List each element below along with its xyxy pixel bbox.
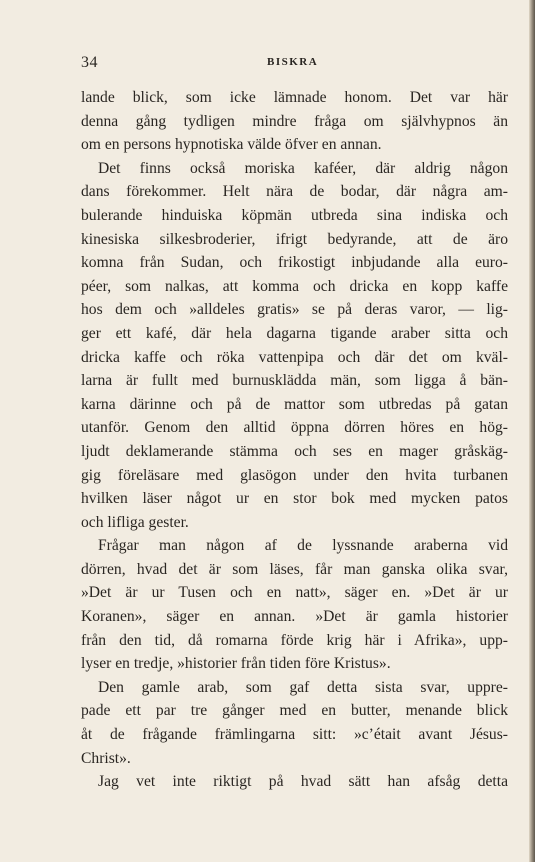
text-line: Christ». bbox=[81, 749, 131, 767]
paragraph-start-line: Den gamle arab, som gaf detta sista svar, uppre- bbox=[98, 678, 508, 696]
text-line: dans förekommer. Helt nära de bodar, där några am- bbox=[81, 183, 508, 201]
paragraph-start-line: Frågar man någon af de lyssnande araberna vid bbox=[98, 537, 508, 555]
text-line: hos dem och »alldeles gratis» se på deras varor, — lig- bbox=[81, 301, 508, 319]
page-number: 34 bbox=[81, 54, 98, 71]
text-line: åt de frågande främlingarna sitt: »c’était avant Jésus- bbox=[81, 726, 508, 744]
text-line: hvilken läser något ur en stor bok med mycken patos bbox=[81, 490, 508, 508]
text-line: kinesiska silkesbroderier, ifrigt bedyrande, att de äro bbox=[81, 230, 508, 248]
text-line: denna gång tydligen mindre fråga om självhypnos än bbox=[81, 112, 508, 130]
text-line: pade ett par tre gånger med en butter, menande blick bbox=[81, 702, 508, 720]
text-line: om en persons hypnotiska välde öfver en annan. bbox=[81, 136, 382, 154]
text-line: dörren, hvad det är som läses, får man ganska olika svar, bbox=[81, 560, 508, 578]
text-line: Koranen», säger en annan. »Det är gamla historier bbox=[81, 608, 508, 626]
text-line: komna från Sudan, och frikostigt inbjudande alla euro- bbox=[81, 254, 508, 272]
text-line: bulerande hinduiska köpmän utbreda sina indiska och bbox=[81, 206, 508, 224]
text-line: ljudt deklamerande stämma och ses en mager gråskäg- bbox=[81, 442, 508, 460]
text-line: ger ett kafé, där hela dagarna tigande araber sitta och bbox=[81, 324, 508, 342]
page-edge bbox=[529, 0, 535, 862]
text-line: péer, som nalkas, att komma och dricka en kopp kaffe bbox=[81, 277, 508, 295]
running-title: BISKRA bbox=[267, 56, 319, 68]
text-line: lyser en tredje, »historier från tiden före Kristus». bbox=[81, 655, 391, 673]
text-line: karna därinne och på de mattor som utbredas på gatan bbox=[81, 395, 508, 413]
text-line: utanför. Genom den alltid öppna dörren höres en hög- bbox=[81, 419, 508, 437]
paragraph-start-line: Jag vet inte riktigt på hvad sätt han afsåg detta bbox=[98, 773, 508, 791]
text-line: larna är fullt med burnusklädda män, som ligga å bän- bbox=[81, 372, 508, 390]
body-text bbox=[81, 86, 508, 794]
text-line: »Det är ur Tusen och en natt», säger en. »Det är ur bbox=[81, 584, 508, 602]
text-line: dricka kaffe och röka vattenpipa och där det om kväl- bbox=[81, 348, 508, 366]
paragraph-start-line: Det finns också moriska kaféer, där aldrig någon bbox=[98, 159, 508, 177]
page-header bbox=[81, 54, 508, 74]
text-line: lande blick, som icke lämnade honom. Det var här bbox=[81, 89, 508, 106]
text-line: och lifliga gester. bbox=[81, 513, 189, 531]
text-line: från den tid, då romarna förde krig här i Afrika», upp- bbox=[81, 631, 508, 649]
text-line: gig föreläsare med glasögon under den hvita turbanen bbox=[81, 466, 508, 484]
